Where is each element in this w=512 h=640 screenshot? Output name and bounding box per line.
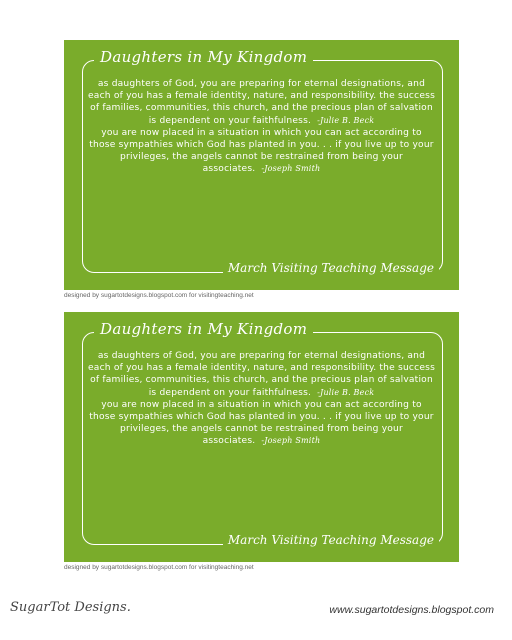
design-credit: designed by sugartotdesigns.blogspot.com for visitingteaching.net — [64, 564, 254, 571]
quote-text: you are now placed in a situation in which you can act according to those sympathies which God has planted in you. . . if you live up to your privileges, the angels cannot be restrained from being your associates. — [89, 127, 434, 175]
quote-citation: -Joseph Smith — [261, 164, 321, 174]
quote-citation: -Joseph Smith — [261, 436, 321, 446]
quote-text: you are now placed in a situation in which you can act according to those sympathies which God has planted in you. . . if you live up to your privileges, the angels cannot be restrained from being your associates. — [89, 399, 434, 447]
card-title: Daughters in My Kingdom — [94, 320, 313, 338]
message-card — [64, 40, 459, 290]
design-credit: designed by sugartotdesigns.blogspot.com for visitingteaching.net — [64, 292, 254, 299]
quote-citation: -Julie B. Beck — [317, 115, 375, 125]
brand-logo: SugarTot Designs. — [10, 600, 131, 615]
quote-text: as daughters of God, you are preparing for eternal designations, and each of you has a female identity, nature, and responsibility. the success of families, communities, this church, and the precious plan of salvation is dependent on your faithfulness. — [88, 351, 436, 398]
card-body — [88, 78, 435, 176]
card-title: Daughters in My Kingdom — [94, 48, 313, 66]
quote-paragraph — [88, 127, 435, 176]
website-link[interactable]: www.sugartotdesigns.blogspot.com — [329, 604, 494, 616]
quote-paragraph — [88, 399, 435, 448]
quote-paragraph — [88, 78, 435, 127]
card-body — [88, 350, 435, 448]
card-footer-title: March Visiting Teaching Message — [223, 261, 439, 275]
message-card — [64, 312, 459, 562]
quote-citation: -Julie B. Beck — [317, 387, 375, 397]
quote-paragraph — [88, 350, 435, 399]
quote-text: as daughters of God, you are preparing for eternal designations, and each of you has a female identity, nature, and responsibility. the success of families, communities, this church, and the precious plan of salvation is dependent on your faithfulness. — [88, 79, 436, 126]
card-footer-title: March Visiting Teaching Message — [223, 533, 439, 547]
